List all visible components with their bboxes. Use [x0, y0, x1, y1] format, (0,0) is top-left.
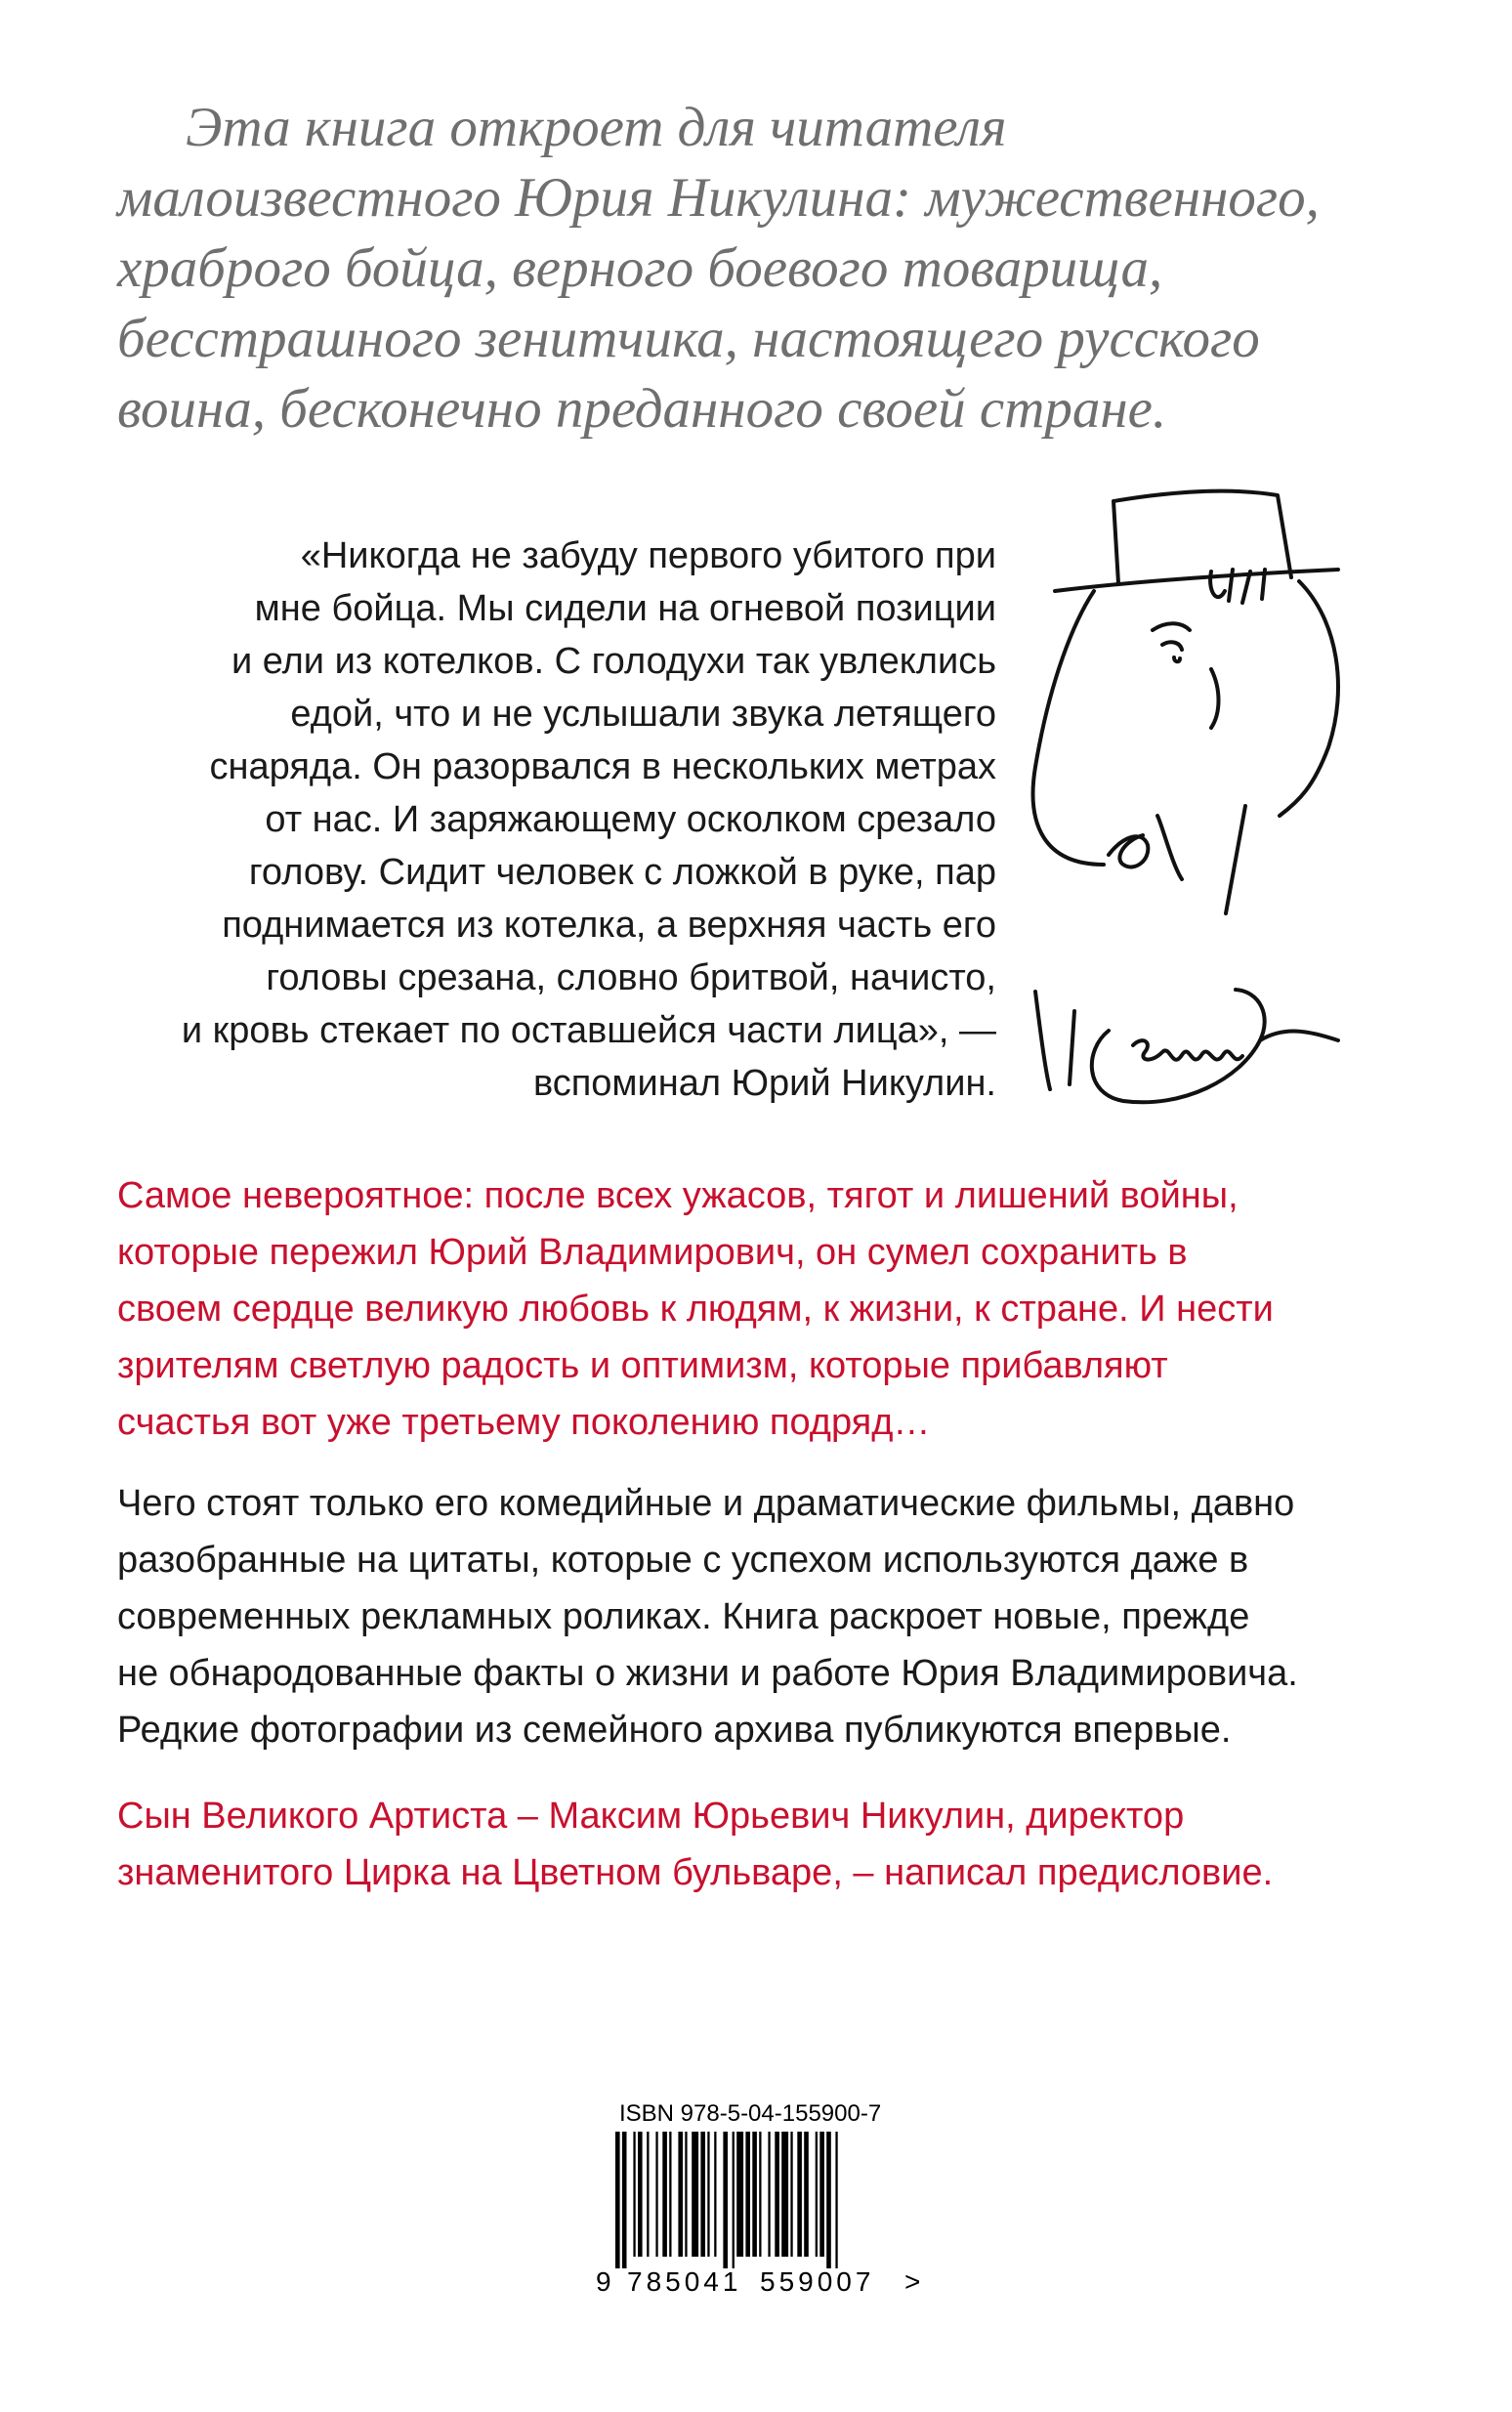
intro-line: малоизвестного Юрия Никулина: мужественного, [117, 167, 1320, 229]
barcode-bar [647, 2132, 649, 2257]
barcode-digit-group: 559007 [760, 2266, 875, 2297]
barcode-bar [655, 2132, 657, 2257]
quote-line: и ели из котелков. С голодухи так увлеклись [231, 641, 996, 682]
barcode-bar [669, 2132, 671, 2257]
preface-note-paragraph [117, 1788, 1426, 1901]
paragraph-line: которые пережил Юрий Владимирович, он сумел сохранить в [117, 1232, 1188, 1273]
barcode-bar [622, 2132, 627, 2268]
barcode-bar [692, 2132, 698, 2257]
quote-line: едой, что и не услышали звука летящего [290, 694, 996, 735]
barcode-bar [707, 2132, 709, 2257]
barcode-bar [781, 2132, 788, 2257]
brow [1153, 623, 1190, 630]
barcode-bar [826, 2132, 831, 2268]
quote-line: головы срезана, словно бритвой, начисто, [266, 957, 996, 998]
barcode-bar [633, 2132, 635, 2257]
barcode-bar [685, 2132, 687, 2257]
quote-line: мне бойца. Мы сидели на огневой позиции [254, 588, 996, 629]
barcode-bars [615, 2132, 908, 2268]
barcode-bar [768, 2132, 770, 2257]
signature-oval [1092, 990, 1265, 1102]
barcode-digit-group: 785041 [627, 2266, 742, 2297]
barcode-digit-lead: 9 [596, 2266, 611, 2297]
body-paragraph [117, 1475, 1426, 1758]
barcode-bar [804, 2132, 809, 2257]
intro-line: бесстрашного зенитчика, настоящего русского [117, 308, 1260, 369]
isbn-barcode [594, 2100, 926, 2315]
eye [1162, 642, 1182, 661]
signature-tail [1260, 1032, 1338, 1040]
barcode-bar [662, 2132, 667, 2257]
head-back [1280, 581, 1338, 816]
barcode-bar [615, 2132, 620, 2268]
barcode-digit-tail: > [904, 2266, 921, 2297]
quote-line: от нас. И заряжающему осколком срезало [265, 799, 996, 840]
barcode-bar [752, 2132, 757, 2257]
paragraph-line: зрителям светлую радость и оптимизм, которые прибавляют [117, 1345, 1168, 1386]
quote-line: голову. Сидит человек с ложкой в руке, пар [248, 852, 996, 893]
paragraph-line: Самое невероятное: после всех ужасов, тягот и лишений войны, [117, 1175, 1239, 1216]
paragraph-line: не обнародованные факты о жизни и работе Юрия Владимировича. [117, 1653, 1298, 1694]
paragraph-line: Редкие фотографии из семейного архива публикуются впервые. [117, 1710, 1232, 1751]
chin-stroke [1157, 816, 1182, 879]
quote-line: поднимается из котелка, а верхняя часть его [222, 905, 996, 946]
barcode-bar [700, 2132, 705, 2257]
mouth [1109, 835, 1148, 867]
intro-line: воина, бесконечно преданного своей стране. [117, 378, 1167, 440]
caricature-illustration [1016, 444, 1377, 1109]
cheek-line [1211, 669, 1219, 728]
paragraph-line: современных рекламных роликах. Книга раскроет новые, прежде [117, 1596, 1250, 1637]
barcode-bar [638, 2132, 643, 2257]
barcode-bar [835, 2132, 837, 2268]
paragraph-line: своем сердце великую любовь к людям, к жизни, к стране. И нести [117, 1289, 1274, 1330]
signature-stroke [1035, 992, 1074, 1089]
paragraph-line: счастья вот уже третьему поколению подряд… [117, 1402, 931, 1443]
barcode-bar [736, 2132, 743, 2257]
isbn-label: ISBN 978-5-04-155900-7 [619, 2100, 882, 2127]
barcode-bar [733, 2132, 735, 2268]
quote-line: и кровь стекает по оставшейся части лица», — [181, 1010, 996, 1051]
barcode-bar [714, 2132, 716, 2257]
paragraph-line: разобранные на цитаты, которые с успехом используются даже в [117, 1540, 1249, 1581]
quote-line: снаряда. Он разорвался в нескольких метрах [209, 746, 996, 787]
barcode-bar [678, 2132, 683, 2257]
barcode-bar [745, 2132, 750, 2257]
intro-line: Эта книга откроет для читателя [186, 97, 1007, 158]
barcode-bar [797, 2132, 802, 2257]
hat-brim [1055, 570, 1338, 591]
intro-line: храброго бойца, верного боевого товарища, [117, 237, 1163, 299]
barcode-bar [775, 2132, 779, 2257]
barcode-bar [819, 2132, 824, 2257]
paragraph-line: Сын Великого Артиста – Максим Юрьевич Никулин, директор [117, 1796, 1185, 1837]
intro-paragraph [117, 93, 1387, 444]
signature-letters [1133, 1040, 1242, 1060]
quote-block [117, 529, 996, 1110]
barcode-bar [723, 2132, 728, 2268]
quote-line: вспоминал Юрий Никулин. [532, 1063, 996, 1104]
forehead-nose [1033, 591, 1104, 865]
paragraph-line: Чего стоят только его комедийные и драматические фильмы, давно [117, 1483, 1295, 1524]
neck [1226, 806, 1245, 913]
highlight-paragraph [117, 1167, 1426, 1451]
paragraph-line: знаменитого Цирка на Цветном бульваре, – написал предисловие. [117, 1852, 1274, 1893]
barcode-bar [759, 2132, 761, 2257]
barcode-bar [790, 2132, 792, 2257]
barcode-bar [816, 2132, 818, 2257]
quote-line: «Никогда не забуду первого убитого при [300, 535, 996, 576]
